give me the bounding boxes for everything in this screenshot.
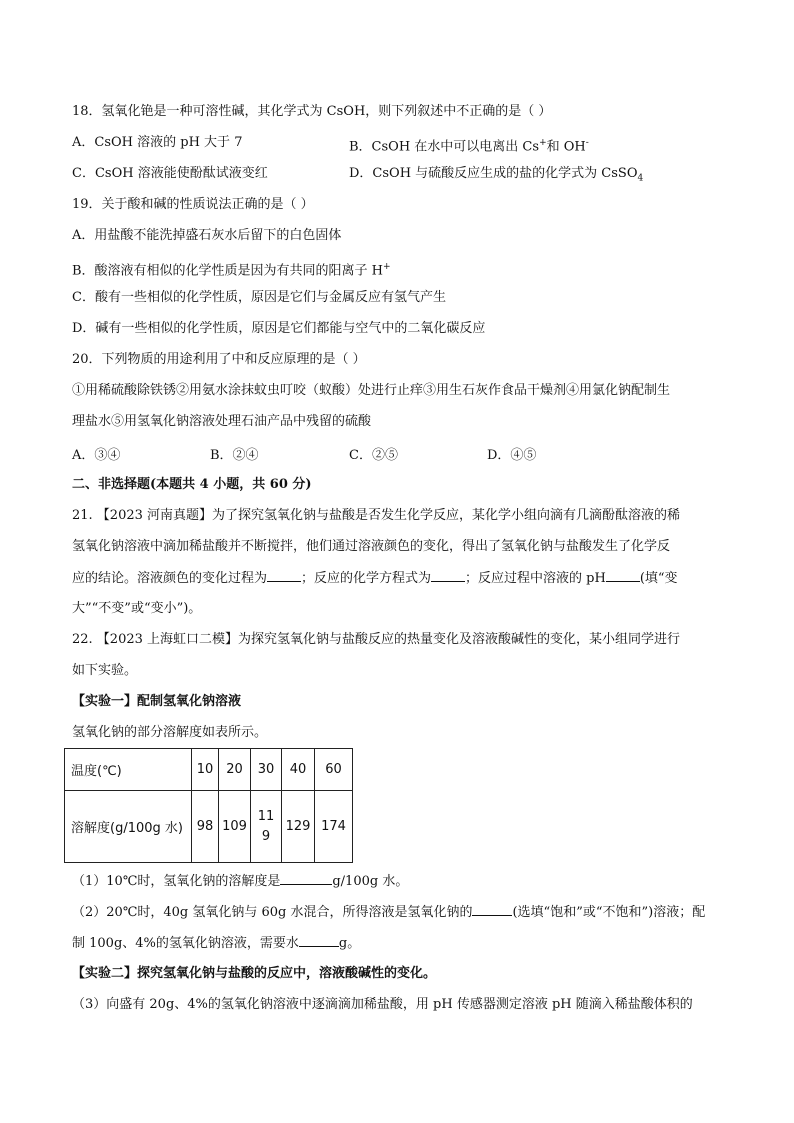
q19-option-d: D．碱有一些相似的化学性质，原因是它们都能与空气中的二氧化碳反应 (72, 321, 486, 336)
answer-blank[interactable] (606, 569, 640, 582)
q22-part1: （1）10℃时，氢氧化钠的溶解度是 g/100g 水。 (72, 874, 409, 889)
q19-option-c: C．酸有一些相似的化学性质，原因是它们与金属反应有氢气产生 (72, 290, 446, 305)
table-cell: 109 (219, 791, 251, 863)
q18-option-b: B．CsOH 在水中可以电离出 Cs+和 OH- (349, 138, 589, 155)
table-cell: 174 (315, 791, 353, 863)
table-cell: 20 (219, 749, 251, 791)
q21-line2: 氢氧化钠溶液中滴加稀盐酸并不断搅拌，他们通过溶液颜色的变化，得出了氢氧化钠与盐酸发生了化学反 (72, 539, 671, 554)
solubility-table (64, 748, 353, 863)
q18-stem: 18．氢氧化铯是一种可溶性碱，其化学式为 CsOH，则下列叙述中不正确的是（ ） (72, 104, 552, 119)
q18-option-c: C．CsOH 溶液能使酚酞试液变红 (72, 166, 268, 181)
q19-stem: 19．关于酸和碱的性质说法正确的是（ ） (72, 197, 314, 212)
table-header-solubility: 溶解度(g/100g 水) (65, 791, 192, 863)
q18-option-d: D．CsOH 与硫酸反应生成的盐的化学式为 CsSO$_4$ (349, 166, 644, 184)
answer-blank[interactable] (280, 872, 332, 885)
experiment1-title: 【实验一】配制氢氧化钠溶液 (72, 694, 242, 709)
q20-option-d: D．④⑤ (487, 448, 537, 463)
answer-blank[interactable] (472, 903, 512, 916)
answer-blank[interactable] (267, 569, 301, 582)
section-heading: 二、非选择题(本题共 4 小题，共 60 分) (72, 477, 312, 492)
table-cell: 98 (192, 791, 219, 863)
q20-stem: 20．下列物质的用途利用了中和反应原理的是（ ） (72, 352, 366, 367)
q20-items-line1: ①用稀硫酸除铁锈②用氨水涂抹蚊虫叮咬（蚁酸）处进行止痒③用生石灰作食品干燥剂④用氯化钠配制生 (72, 383, 671, 398)
q22-line2: 如下实验。 (72, 663, 138, 678)
q21-line3: 应的结论。溶液颜色的变化过程为 ；反应的化学方程式为 ；反应过程中溶液的 pH (填“变 (72, 571, 678, 586)
q20-option-a: A．③④ (72, 448, 121, 463)
table-cell: 40 (282, 749, 315, 791)
table-cell: 30 (251, 749, 282, 791)
table-cell: 10 (192, 749, 219, 791)
q22-line1: 22. 【2023 上海虹口二模】为探究氢氧化钠与盐酸反应的热量变化及溶液酸碱性的变化，某小组同学进行 (72, 632, 681, 647)
experiment2-title: 【实验二】探究氢氧化钠与盐酸的反应中，溶液酸碱性的变化。 (72, 966, 437, 981)
q22-part3: （3）向盛有 20g、4%的氢氧化钠溶液中逐滴滴加稀盐酸，用 pH 传感器测定溶液 pH 随滴入稀盐酸体积的 (72, 997, 693, 1012)
answer-blank[interactable] (299, 934, 339, 947)
q20-option-b: B．②④ (210, 448, 259, 463)
q20-items-line2: 理盐水⑤用氢氧化钠溶液处理石油产品中残留的硫酸 (72, 414, 372, 429)
q20-option-c: C．②⑤ (349, 448, 398, 463)
table-header-temperature: 温度(℃) (65, 749, 192, 791)
q18-option-a: A．CsOH 溶液的 pH 大于 7 (72, 135, 243, 150)
table-cell: 129 (282, 791, 315, 863)
table-cell: 11 9 (251, 791, 282, 863)
q22-part2-line2: 制 100g、4%的氢氧化钠溶液，需要水 g。 (72, 936, 361, 951)
q21-line4: 大”“不变”或“变小”)。 (72, 601, 202, 616)
table-intro: 氢氧化钠的部分溶解度如表所示。 (72, 725, 268, 740)
q19-option-a: A．用盐酸不能洗掉盛石灰水后留下的白色固体 (72, 228, 342, 243)
answer-blank[interactable] (431, 569, 465, 582)
q22-part2-line1: （2）20℃时，40g 氢氧化钠与 60g 水混合，所得溶液是氢氧化钠的 (选填“饱和”或“不饱和”)溶液；配 (72, 905, 706, 920)
table-cell: 60 (315, 749, 353, 791)
q21-line1: 21. 【2023 河南真题】为了探究氢氧化钠与盐酸是否发生化学反应，某化学小组向滴有几滴酚酞溶液的稀 (72, 508, 681, 523)
q19-option-b: B．酸溶液有相似的化学性质是因为有共同的阳离子 H+ (72, 262, 391, 279)
